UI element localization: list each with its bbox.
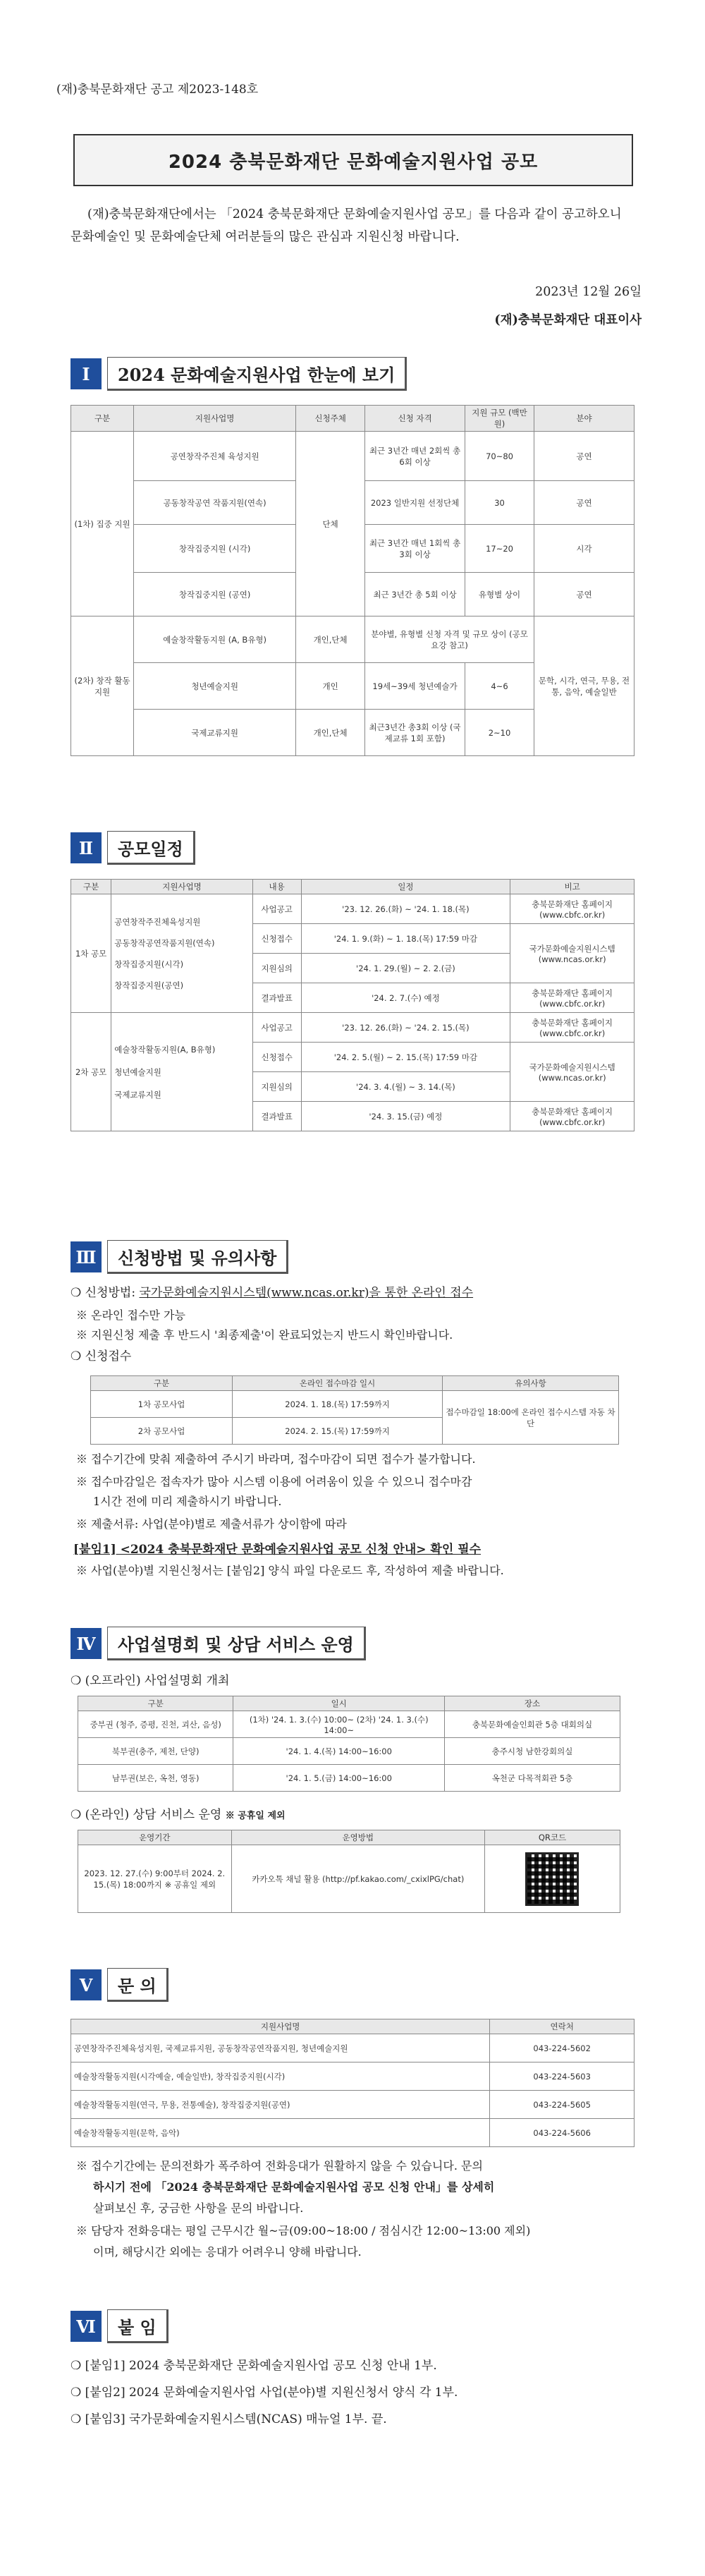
table-row: 결과발표 '24. 2. 7.(수) 예정 충북문화재단 홈페이지 (www.cbfc.or.kr) (71, 983, 634, 1013)
table-row: 1차 공모사업 2024. 1. 18.(목) 17:59까지 접수마감일 18:00에 온라인 접수시스템 자동 차단 (91, 1391, 619, 1418)
offline-label: ❍ (오프라인) 사업설명회 개최 (70, 1674, 230, 1688)
title-box (73, 134, 633, 186)
attachment-item: ❍ [붙임2] 2024 문화예술지원사업 사업(분야)별 지원신청서 양식 각 1부. (70, 2386, 458, 2400)
section-number: Ⅳ (70, 1628, 102, 1659)
table-header-row: 구분 온라인 접수마감 일시 유의사항 (91, 1376, 619, 1391)
section-number: Ⅵ (70, 2311, 102, 2342)
apply-method: ❍ 신청방법: 국가문화예술지원시스템(www.ncas.or.kr)을 통한 온라인 접수 (70, 1286, 474, 1300)
section-5-heading (70, 1969, 168, 2000)
section-4-heading (70, 1628, 366, 1659)
notice-date: 2023년 12월 26일 (535, 285, 642, 299)
section-title: 문 의 (107, 1968, 168, 2002)
table-row: 예술창작활동지원(시각예술, 예술일반), 창작집중지원(시각) 043-224-5603 (71, 2062, 634, 2091)
apply-label: ❍ 신청접수 (70, 1349, 132, 1363)
table-row: 신청접수 '24. 1. 9.(화) ~ 1. 18.(목) 17:59 마감 국가문화예술지원시스템 (www.ncas.or.kr) (71, 924, 634, 954)
table-row: 중부권 (청주, 증평, 진천, 괴산, 음성) (1차) '24. 1. 3.(수) 10:00~ (2차) '24. 1. 3.(수) 14:00~ 충북문화예술인회관 5층 대회의실 (78, 1711, 620, 1738)
table-row: 국제교류지원 개인,단체 최근3년간 총3회 이상 (국제교류 1회 포함) 2~10 (71, 710, 634, 756)
table-row: 창작집중지원 (시각) 최근 3년간 매년 1회씩 총 3회 이상 17~20 시각 (71, 525, 634, 573)
section-title: 신청방법 및 유의사항 (107, 1240, 288, 1274)
signer: (재)충북문화재단 대표이사 (494, 313, 642, 327)
table-row: 남부권(보은, 옥천, 영동) '24. 1. 5.(금) 14:00~16:00 옥천군 다목적회관 5층 (78, 1765, 620, 1792)
table-header-row: 구분 지원사업명 신청주체 신청 자격 지원 규모 (백만원) 분야 (71, 406, 634, 432)
overview-table (70, 405, 634, 756)
section-2-heading (70, 832, 195, 863)
online-label: ❍ (온라인) 상담 서비스 운영 ※ 공휴일 제외 (70, 1808, 286, 1822)
table-row: 2023. 12. 27.(수) 9:00부터 2024. 2. 15.(목) 18:00까지 ※ 공휴일 제외 카카오톡 채널 활용 (http://pf.kakao.com/_cxixlPG/chat) (78, 1845, 620, 1913)
section-number: Ⅲ (70, 1241, 102, 1272)
section-title: 붙 임 (107, 2309, 168, 2343)
kakao-channel-link[interactable]: 카카오톡 채널 활용 (http://pf.kakao.com/_cxixlPG/chat) (231, 1845, 484, 1913)
table-row: (2차) 창작 활동 지원 예술창작활동지원 (A, B유형) 개인,단체 분야별, 유형별 신청 자격 및 규모 상이 (공모요강 참고) 문학, 시각, 연극, 무용, 전통, 음악, 예술일반 (71, 616, 634, 663)
section-title: 2024 문화예술지원사업 한눈에 보기 (107, 357, 407, 391)
table-header-row: 구분 지원사업명 내용 일정 비고 (71, 880, 634, 894)
table-row: 공동창작공연 작품지원(연속) 2023 일반지원 선정단체 30 공연 (71, 481, 634, 525)
section-6-heading (70, 2311, 168, 2342)
section-number: Ⅴ (70, 1969, 102, 2000)
schedule-table (70, 879, 634, 1131)
table-row: (1차) 집중 지원 공연창작주진체 육성지원 단체 최근 3년간 매년 2회씩 총 6회 이상 70~80 공연 (71, 432, 634, 481)
table-row: 1차 공모 공연창작주진체육성지원 공동창작공연작품지원(연속) 창작집중지원(시각) 창작집중지원(공연) 사업공고 '23. 12. 26.(화) ~ '24. 1. 18.(목) 충북문화재단 홈페이지 (www.cbfc.or.kr) (71, 894, 634, 924)
table-row: 2차 공모사업 2024. 2. 15.(목) 17:59까지 (91, 1418, 619, 1445)
attachment-1-ref: [붙임1] <2024 충북문화재단 문화예술지원사업 공모 신청 안내> 확인 필수 (73, 1543, 482, 1557)
section-1-heading (70, 358, 407, 389)
section-title: 사업설명회 및 상담 서비스 운영 (107, 1627, 366, 1660)
table-header-row: 지원사업명 연락처 (71, 2019, 634, 2034)
contact-table (70, 2019, 634, 2147)
table-row: 2차 공모 예술창작활동지원(A, B유형) 청년예술지원 국제교류지원 사업공고 '23. 12. 26.(화) ~ '24. 2. 15.(목) 충북문화재단 홈페이지 (www.cbfc.or.kr) (71, 1013, 634, 1043)
ncas-link[interactable]: 국가문화예술지원시스템(www.ncas.or.kr)을 통한 온라인 접수 (139, 1286, 474, 1300)
table-row: 신청접수 '24. 2. 5.(월) ~ 2. 15.(목) 17:59 마감 국가문화예술지원시스템 (www.ncas.or.kr) (71, 1043, 634, 1072)
table-row: 예술창작활동지원(연극, 무용, 전통예술), 창작집중지원(공연) 043-224-5605 (71, 2091, 634, 2119)
section-number: Ⅰ (70, 358, 102, 389)
table-header-row: 운영기간 운영방법 QR코드 (78, 1830, 620, 1845)
section-title: 공모일정 (107, 831, 195, 865)
table-row: 예술창작활동지원(문학, 음악) 043-224-5606 (71, 2119, 634, 2147)
table-row: 북부권(충주, 제천, 단양) '24. 1. 4.(목) 14:00~16:00 충주시청 남한강회의실 (78, 1738, 620, 1765)
qr-code[interactable] (525, 1852, 579, 1906)
table-header-row: 구분 일시 장소 (78, 1696, 620, 1711)
attachment-item: ❍ [붙임1] 2024 충북문화재단 문화예술지원사업 공모 신청 안내 1부. (70, 2359, 437, 2373)
intro-text: (재)충북문화재단에서는 「2024 충북문화재단 문화예술지원사업 공모」를 다음과 같이 공고하오니 문화예술인 및 문화예술단체 여러분들의 많은 관심과 지원신청 바랍니다. (70, 207, 622, 244)
table-row: 청년예술지원 개인 19세~39세 청년예술가 4~6 (71, 663, 634, 710)
deadline-table (90, 1375, 619, 1445)
attachment-item: ❍ [붙임3] 국가문화예술지원시스템(NCAS) 매뉴얼 1부. 끝. (70, 2412, 387, 2426)
table-row: 결과발표 '24. 3. 15.(금) 예정 충북문화재단 홈페이지 (www.cbfc.or.kr) (71, 1102, 634, 1131)
table-row: 지원심의 '24. 1. 29.(월) ~ 2. 2.(금) (71, 954, 634, 983)
notice-number: (재)충북문화재단 공고 제2023-148호 (56, 83, 259, 97)
section-3-heading (70, 1241, 288, 1272)
table-row: 공연창작주진체육성지원, 국제교류지원, 공동창작공연작품지원, 청년예술지원 043-224-5602 (71, 2034, 634, 2062)
table-row: 지원심의 '24. 3. 4.(월) ~ 3. 14.(목) (71, 1072, 634, 1102)
table-row: 창작집중지원 (공연) 최근 3년간 총 5회 이상 유형별 상이 공연 (71, 573, 634, 616)
page-title: 2024 충북문화재단 문화예술지원사업 공모 (168, 151, 539, 173)
briefing-table (78, 1696, 620, 1792)
consult-table (78, 1830, 620, 1913)
section-number: Ⅱ (70, 832, 102, 863)
